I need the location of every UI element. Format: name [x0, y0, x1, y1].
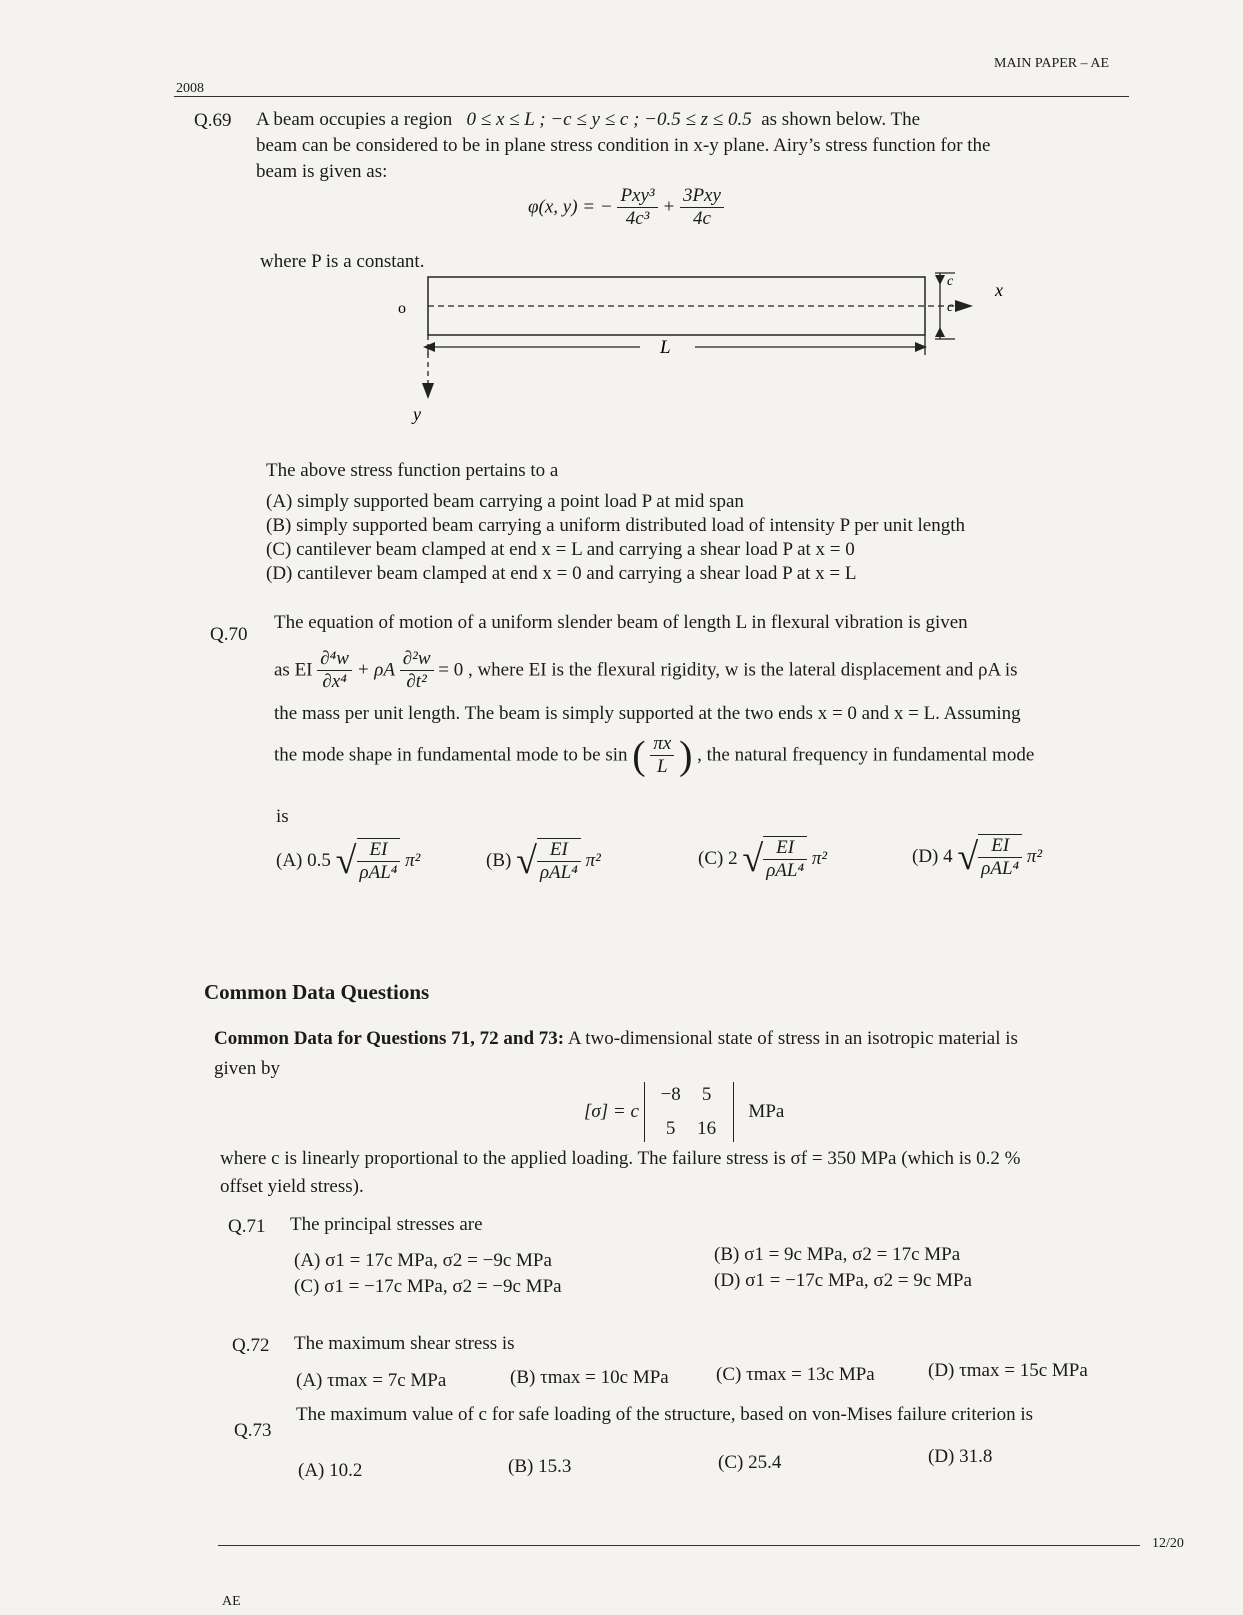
- q72-option-b: (B) τmax = 10c MPa: [510, 1367, 669, 1388]
- stress-matrix: [σ] = c −8 5 5 16 MPa: [584, 1082, 784, 1142]
- q69-beam-figure: [395, 265, 1055, 435]
- q72-number: Q.72: [232, 1335, 270, 1356]
- c-top-label: c: [947, 274, 954, 289]
- q69-line3: beam is given as:: [256, 161, 388, 182]
- q70-line3: the mass per unit length. The beam is simply supported at the two ends x = 0 and x = L. Assuming: [274, 703, 1021, 724]
- q73-option-c: (C) 25.4: [718, 1452, 782, 1473]
- q71-option-b: (B) σ1 = 9c MPa, σ2 = 17c MPa: [714, 1244, 961, 1265]
- q71-option-c: (C) σ1 = −17c MPa, σ2 = −9c MPa: [294, 1276, 562, 1297]
- q69-option-a: (A) simply supported beam carrying a point load P at mid span: [266, 491, 744, 512]
- q71-stem: The principal stresses are: [290, 1214, 483, 1235]
- q70-line1: The equation of motion of a uniform slender beam of length L in flexural vibration is given: [274, 612, 968, 633]
- q72-option-d: (D) τmax = 15c MPa: [928, 1360, 1088, 1381]
- q71-option-d: (D) σ1 = −17c MPa, σ2 = 9c MPa: [714, 1270, 972, 1291]
- header-rule: [174, 96, 1129, 97]
- q69-option-d: (D) cantilever beam clamped at end x = 0 and carrying a shear load P at x = L: [266, 563, 857, 584]
- header-year: 2008: [176, 81, 204, 96]
- q69-line1: A beam occupies a region 0 ≤ x ≤ L ; −c ≤ y ≤ c ; −0.5 ≤ z ≤ 0.5 as shown below. The: [256, 109, 921, 130]
- y-axis-arrow: [422, 383, 434, 399]
- common-data-intro: Common Data for Questions 71, 72 and 73: A two-dimensional state of stress in an isotropic material is: [214, 1028, 1018, 1049]
- q69-option-b: (B) simply supported beam carrying a uniform distributed load of intensity P per unit length: [266, 515, 966, 536]
- q70-line4: the mode shape in fundamental mode to be sin ( $\frac{\pi x}{L}$ ) , the natural frequency in fundamental mode: [274, 732, 1035, 778]
- q69-where: where P is a constant.: [260, 251, 425, 272]
- q70-option-b: (B) √ $\frac{EI}{\text{ρAL⁴}}$ π²: [486, 839, 601, 883]
- q71-number: Q.71: [228, 1216, 266, 1237]
- common-where-line1: where c is linearly proportional to the applied loading. The failure stress is σf = 350 MPa (which is 0.2 %: [220, 1148, 1021, 1169]
- footer-rule: [218, 1545, 1140, 1546]
- x-axis-arrow: [955, 300, 973, 312]
- q73-number: Q.73: [234, 1420, 272, 1441]
- q73-option-a: (A) 10.2: [298, 1460, 363, 1481]
- common-data-intro-line2: given by: [214, 1058, 280, 1079]
- q69-stem: The above stress function pertains to a: [266, 460, 559, 481]
- q71-option-a: (A) σ1 = 17c MPa, σ2 = −9c MPa: [294, 1250, 552, 1271]
- c-bottom-label: c: [947, 300, 954, 315]
- q70-option-d: (D) 4 √ $\frac{EI}{\text{ρAL⁴}}$ π²: [912, 835, 1043, 879]
- q73-option-d: (D) 31.8: [928, 1446, 993, 1467]
- length-label: L: [660, 337, 671, 358]
- origin-label: o: [398, 300, 406, 317]
- footer-paper-code: AE: [222, 1594, 241, 1609]
- common-where-line2: offset yield stress).: [220, 1176, 364, 1197]
- q69-line2: beam can be considered to be in plane stress condition in x-y plane. Airy’s stress function for the: [256, 135, 991, 156]
- q70-line5: is: [276, 806, 289, 827]
- q70-option-c: (C) 2 √ $\frac{EI}{\text{ρAL⁴}}$ π²: [698, 837, 828, 881]
- q72-option-c: (C) τmax = 13c MPa: [716, 1364, 875, 1385]
- q72-option-a: (A) τmax = 7c MPa: [296, 1370, 447, 1391]
- q72-stem: The maximum shear stress is: [294, 1333, 515, 1354]
- q73-option-b: (B) 15.3: [508, 1456, 572, 1477]
- q69-option-c: (C) cantilever beam clamped at end x = L and carrying a shear load P at x = 0: [266, 539, 855, 560]
- q73-stem: The maximum value of c for safe loading of the structure, based on von-Mises failure criterion is: [296, 1404, 1034, 1425]
- q69-number: Q.69: [194, 110, 232, 131]
- q70-equation-line: as EI $\frac{\text{∂⁴w}}{\text{∂x⁴}}$ + ρA $\frac{\text{∂²w}}{\text{∂t²}}$ = 0 , where EI is the flexural rigidity, w is the lateral displacement and ρA is: [274, 648, 1018, 692]
- q70-option-a: (A) 0.5 √ $\frac{EI}{\text{ρAL⁴}}$ π²: [276, 839, 421, 883]
- header-paper-title: MAIN PAPER – AE: [994, 56, 1110, 71]
- q69-airy-equation: φ(x, y) = − $\frac{\text{Pxy³}}{\text{4c³}}$ + $\frac{\text{3Pxy}}{4c}$: [528, 185, 724, 230]
- footer-page-number: 12/20: [1152, 1536, 1184, 1551]
- y-axis-label: y: [413, 404, 421, 424]
- x-axis-label: x: [995, 280, 1003, 300]
- q70-number: Q.70: [210, 624, 248, 645]
- common-data-heading: Common Data Questions: [204, 980, 430, 1004]
